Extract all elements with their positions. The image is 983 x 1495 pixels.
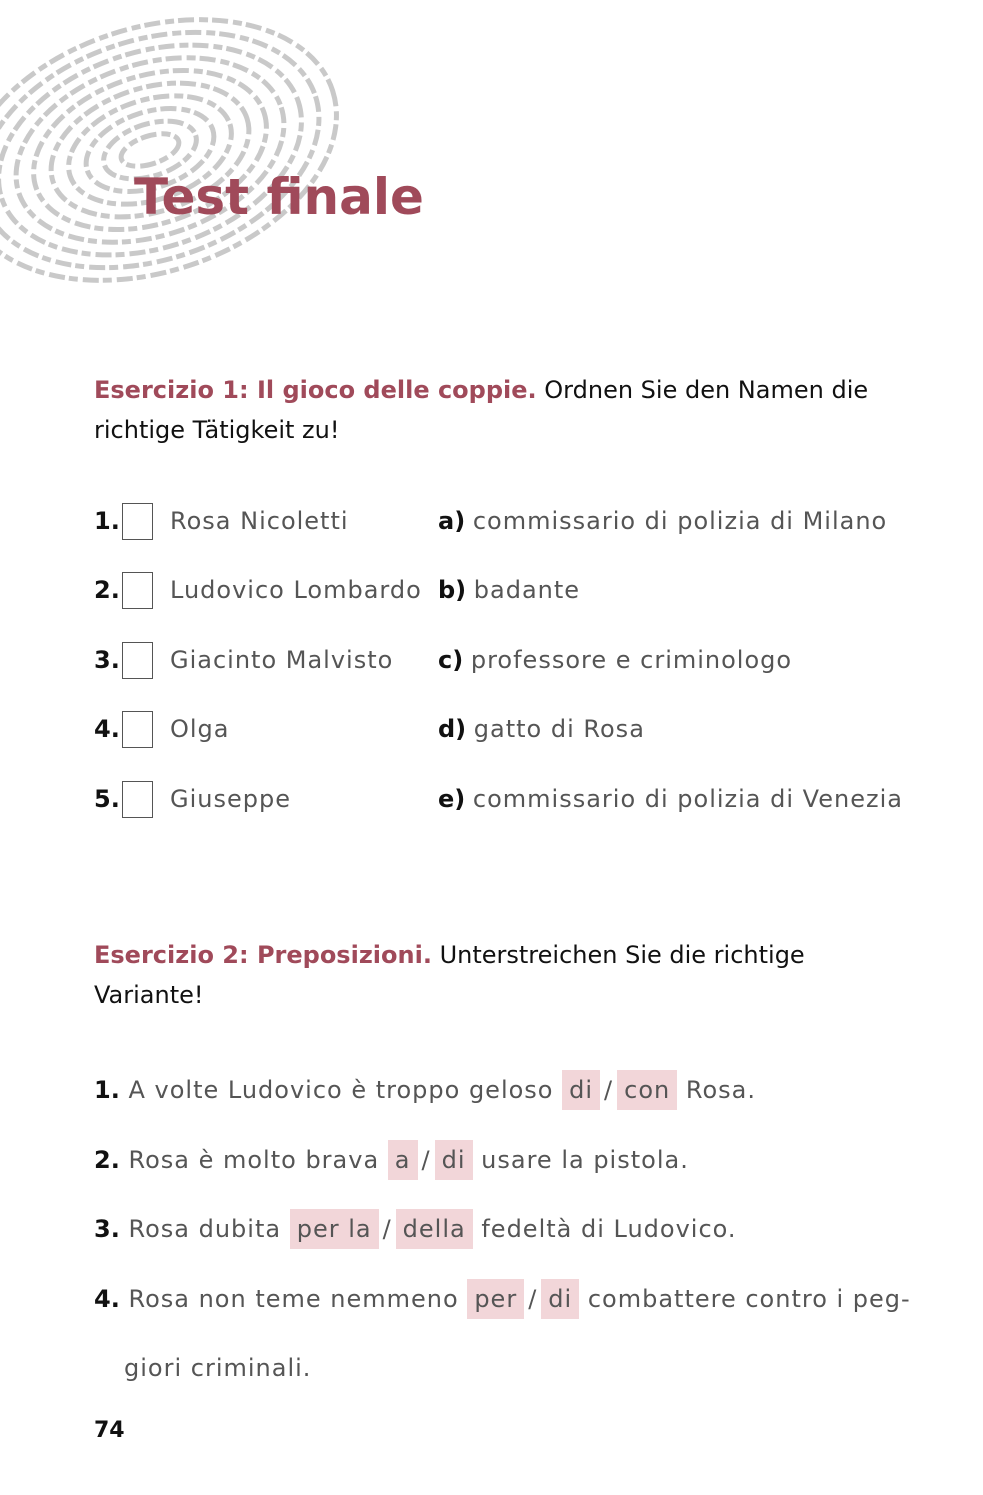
answer-box[interactable] — [122, 781, 153, 818]
preposition-option[interactable]: a — [388, 1140, 418, 1180]
sentence-number: 2. — [94, 1146, 120, 1174]
sentence-continuation: giori criminali. — [124, 1354, 312, 1382]
preposition-option[interactable]: di — [541, 1279, 579, 1319]
fingerprint-graphic — [0, 0, 360, 310]
sentence: 1. A volte Ludovico è troppo geloso di / con Rosa. — [94, 1076, 756, 1104]
option — [438, 646, 792, 674]
sentence-before: A volte Ludovico è troppo geloso — [128, 1076, 554, 1104]
exercise1-heading-accent: Esercizio 1: Il gioco delle coppie. — [94, 376, 537, 404]
option-letter: b) — [438, 576, 467, 604]
option-text: commissario di polizia di Venezia — [472, 785, 903, 813]
item-number: 4. — [94, 715, 120, 743]
option — [438, 715, 645, 743]
match-row — [94, 503, 914, 543]
preposition-option[interactable]: di — [435, 1140, 473, 1180]
exercise2-heading — [94, 935, 914, 1015]
item-number: 1. — [94, 507, 120, 535]
sentence-after: combattere contro i peg- — [587, 1285, 911, 1313]
exercise1-heading-line2: richtige Tätigkeit zu! — [94, 416, 340, 444]
option-text: commissario di polizia di Milano — [472, 507, 888, 535]
sentence-after: fedeltà di Ludovico. — [481, 1215, 737, 1243]
exercise2-heading-accent: Esercizio 2: Preposizioni. — [94, 941, 432, 969]
character-name: Ludovico Lombardo — [170, 576, 422, 604]
match-row — [94, 572, 914, 612]
page-number: 74 — [94, 1418, 125, 1443]
exercise2-heading-line2: Variante! — [94, 981, 204, 1009]
page-title: Test finale — [134, 168, 424, 226]
item-number: 3. — [94, 646, 120, 674]
sentence-after: usare la pistola. — [481, 1146, 689, 1174]
option-letter: a) — [438, 507, 466, 535]
preposition-option[interactable]: per la — [290, 1209, 379, 1249]
sentence-number: 3. — [94, 1215, 120, 1243]
option-text: professore e criminologo — [470, 646, 793, 674]
exercise1-heading-line1: Ordnen Sie den Namen die — [536, 376, 869, 404]
sentence-before: Rosa è molto brava — [128, 1146, 380, 1174]
character-name: Olga — [170, 715, 230, 743]
answer-box[interactable] — [122, 503, 153, 540]
answer-box[interactable] — [122, 642, 153, 679]
option — [438, 785, 903, 813]
match-row — [94, 711, 914, 751]
character-name: Giacinto Malvisto — [170, 646, 394, 674]
exercise2-heading-line1: Unterstreichen Sie die richtige — [431, 941, 805, 969]
option-text: badante — [473, 576, 581, 604]
sentence: 4. Rosa non teme nemmeno per / di combattere contro i peg- — [94, 1285, 911, 1313]
preposition-option[interactable]: con — [617, 1070, 677, 1110]
sentence-before: Rosa dubita — [128, 1215, 282, 1243]
character-name: Rosa Nicoletti — [170, 507, 349, 535]
option-letter: c) — [438, 646, 464, 674]
sentence-number: 1. — [94, 1076, 120, 1104]
character-name: Giuseppe — [170, 785, 291, 813]
option-letter: d) — [438, 715, 467, 743]
answer-box[interactable] — [122, 572, 153, 609]
sentence-number: 4. — [94, 1285, 120, 1313]
option — [438, 576, 580, 604]
sentence: 2. Rosa è molto brava a / di usare la pistola. — [94, 1146, 689, 1174]
option-letter: e) — [438, 785, 466, 813]
preposition-option[interactable]: per — [467, 1279, 524, 1319]
sentence-before: Rosa non teme nemmeno — [128, 1285, 459, 1313]
exercise1-heading — [94, 370, 914, 450]
answer-box[interactable] — [122, 711, 153, 748]
preposition-option[interactable]: della — [396, 1209, 473, 1249]
item-number: 2. — [94, 576, 120, 604]
sentence-after: Rosa. — [685, 1076, 756, 1104]
match-row — [94, 642, 914, 682]
match-row — [94, 781, 914, 821]
option — [438, 507, 887, 535]
option-text: gatto di Rosa — [473, 715, 645, 743]
preposition-option[interactable]: di — [562, 1070, 600, 1110]
sentence: 3. Rosa dubita per la / della fedeltà di Ludovico. — [94, 1215, 737, 1243]
item-number: 5. — [94, 785, 120, 813]
